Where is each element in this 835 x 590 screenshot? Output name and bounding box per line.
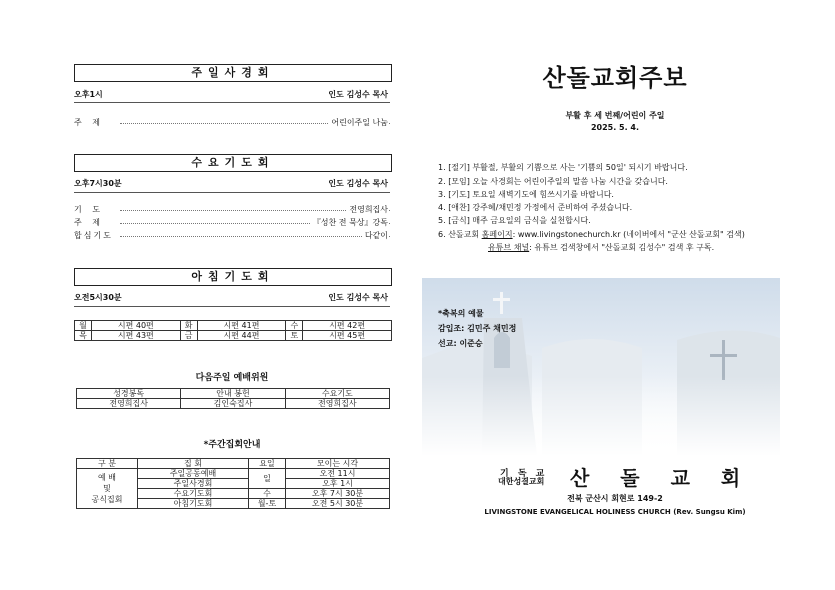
notice-item — [438, 176, 668, 187]
youtube-text: : 유튜브 검색창에서 "산돌교회 김성수" 검색 후 구독. — [529, 243, 715, 252]
youtube-label[interactable]: 유튜브 채널 — [488, 243, 530, 252]
meeting-name: 주일공동예배 — [138, 469, 249, 479]
table-row — [77, 469, 390, 479]
meeting-time: 오전 11시 — [286, 469, 390, 479]
notice-tag: [모임] — [448, 177, 470, 186]
wednesday-item-row — [74, 217, 390, 228]
sunday-subject-row — [74, 117, 390, 128]
category-cell — [77, 469, 138, 509]
bulletin-title: 산돌교회주보 — [542, 64, 688, 92]
header-cell: 요일 — [249, 459, 286, 469]
church-address: 전북 군산시 회현로 149-2 — [567, 494, 663, 503]
item-label: 합심기도 — [74, 231, 113, 240]
schedule-title: *주간집회안내 — [203, 440, 261, 450]
church-name: 산 돌 교 회 — [570, 466, 753, 490]
notice-item — [438, 215, 591, 226]
notice-number: 3. — [438, 190, 446, 199]
value-cell: 김인숙집사 — [181, 399, 285, 409]
notice-number: 1. — [438, 163, 446, 172]
meeting-name: 수요기도회 — [138, 489, 249, 499]
schedule-table — [76, 458, 390, 509]
notice-tag: [금식] — [448, 216, 470, 225]
table-row — [77, 399, 390, 409]
day-cell: 금 — [180, 331, 197, 341]
church-denomination-bottom: 대한성결교회 — [498, 477, 545, 486]
day-cell: 월 — [75, 321, 92, 331]
blessing-line: 감입조: 김민주 채민정 — [438, 324, 517, 333]
table-row — [77, 459, 390, 469]
notice-tag: [절기] — [448, 163, 470, 172]
morning-leader: 인도 김성수 목사 — [328, 293, 388, 302]
notice-item-homepage — [438, 229, 745, 240]
notice-tag: [기도] — [448, 190, 470, 199]
item-value: 다같이 — [362, 230, 388, 241]
dot-leader — [120, 236, 390, 237]
meeting-day: 일 — [249, 469, 286, 489]
morning-time: 오전5시30분 — [74, 293, 122, 302]
value-cell: 전영희집사 — [77, 399, 181, 409]
bulletin-subtitle: 부활 후 세 번째/어린이 주일 — [565, 111, 665, 120]
wednesday-item-row — [74, 230, 390, 241]
category-line: 공식집회 — [91, 495, 123, 504]
meeting-name: 아침기도회 — [138, 499, 249, 509]
sunday-leader: 인도 김성수 목사 — [328, 90, 388, 99]
notice-text: 매주 금요일의 금식을 실천합시다. — [469, 216, 591, 225]
morning-psalm-table — [74, 320, 392, 341]
table-row — [77, 389, 390, 399]
header-cell: 안내 봉헌 — [181, 389, 285, 399]
item-label: 주 제 — [74, 218, 104, 227]
psalm-cell: 시편 44편 — [197, 331, 286, 341]
header-cell: 집 회 — [138, 459, 249, 469]
header-cell: 수요기도 — [285, 389, 389, 399]
homepage-text: : www.livingstonechurch.kr (네이버에서 "군산 산돌교회" 검색) — [512, 230, 745, 239]
blessing-line: 선교: 이준승 — [438, 339, 483, 348]
blessing-title: *축복의 예물 — [438, 309, 484, 318]
divider — [74, 102, 390, 103]
day-cell: 토 — [286, 331, 303, 341]
notice-item — [438, 162, 688, 173]
notice-item-youtube — [488, 242, 714, 253]
church-denomination-top: 기 독 교 — [500, 469, 548, 479]
meeting-day: 월-토 — [249, 499, 286, 509]
notice-prefix: 산돌교회 — [448, 230, 482, 239]
table-row — [75, 331, 392, 341]
meeting-time: 오후 1시 — [286, 479, 390, 489]
notice-item — [438, 202, 632, 213]
notice-number: 4. — [438, 203, 446, 212]
bulletin-date: 2025. 5. 4. — [590, 123, 640, 132]
item-label: 기 도 — [74, 205, 104, 214]
notice-tag: [애찬] — [448, 203, 470, 212]
category-line: 및 — [103, 484, 111, 493]
item-value: 전영희집사 — [346, 204, 388, 215]
day-cell: 화 — [180, 321, 197, 331]
morning-section-title: 아침기도회 — [74, 268, 392, 286]
wednesday-time: 오후7시30분 — [74, 179, 122, 188]
wednesday-leader: 인도 김성수 목사 — [328, 179, 388, 188]
item-value: 『성찬 전 묵상』강독 — [310, 217, 388, 228]
header-cell: 모이는 시각 — [286, 459, 390, 469]
day-cell: 목 — [75, 331, 92, 341]
header-cell: 구 분 — [77, 459, 138, 469]
psalm-cell: 시편 42편 — [303, 321, 392, 331]
sunday-time: 오후1시 — [74, 90, 103, 99]
notice-item — [438, 189, 614, 200]
header-cell: 성경봉독 — [77, 389, 181, 399]
wednesday-item-row — [74, 204, 390, 215]
notice-number: 5. — [438, 216, 446, 225]
notice-number: 6. — [438, 230, 446, 239]
church-photo — [422, 278, 780, 456]
meeting-time: 오후 7시 30분 — [286, 489, 390, 499]
psalm-cell: 시편 41편 — [197, 321, 286, 331]
notice-text: 토요일 새벽기도에 힘쓰시기를 바랍니다. — [469, 190, 614, 199]
divider — [74, 306, 390, 307]
notice-number: 2. — [438, 177, 446, 186]
sunday-section-title: 주일사경회 — [74, 64, 392, 82]
next-week-title: 다음주일 예배위원 — [195, 373, 269, 383]
church-english-name: LIVINGSTONE EVANGELICAL HOLINESS CHURCH (Rev. Sungsu Kim) — [484, 508, 746, 516]
meeting-time: 오전 5시 30분 — [286, 499, 390, 509]
homepage-label[interactable]: 홈페이지 — [481, 230, 513, 239]
meeting-name: 주일사경회 — [138, 479, 249, 489]
meeting-day: 수 — [249, 489, 286, 499]
subject-label: 주 제 — [74, 118, 104, 127]
divider — [74, 192, 390, 193]
psalm-cell: 시편 40편 — [92, 321, 181, 331]
next-week-table — [76, 388, 390, 409]
psalm-cell: 시편 43편 — [92, 331, 181, 341]
notice-text: 강주혜/채민정 가정에서 준비하여 주셨습니다. — [469, 203, 633, 212]
photo-fade — [422, 278, 780, 456]
subject-value: 어린이주일 나눔 — [328, 117, 388, 128]
wednesday-section-title: 수요기도회 — [74, 154, 392, 172]
table-row — [75, 321, 392, 331]
notice-text: 오늘 사경회는 어린이주일의 말씀 나눔 시간을 갖습니다. — [469, 177, 668, 186]
category-line: 예 배 — [98, 473, 116, 482]
notice-text: 부활절, 부활의 기쁨으로 사는 '기쁨의 50일' 되시기 바랍니다. — [469, 163, 688, 172]
value-cell: 전영희집사 — [285, 399, 389, 409]
psalm-cell: 시편 45편 — [303, 331, 392, 341]
day-cell: 수 — [286, 321, 303, 331]
